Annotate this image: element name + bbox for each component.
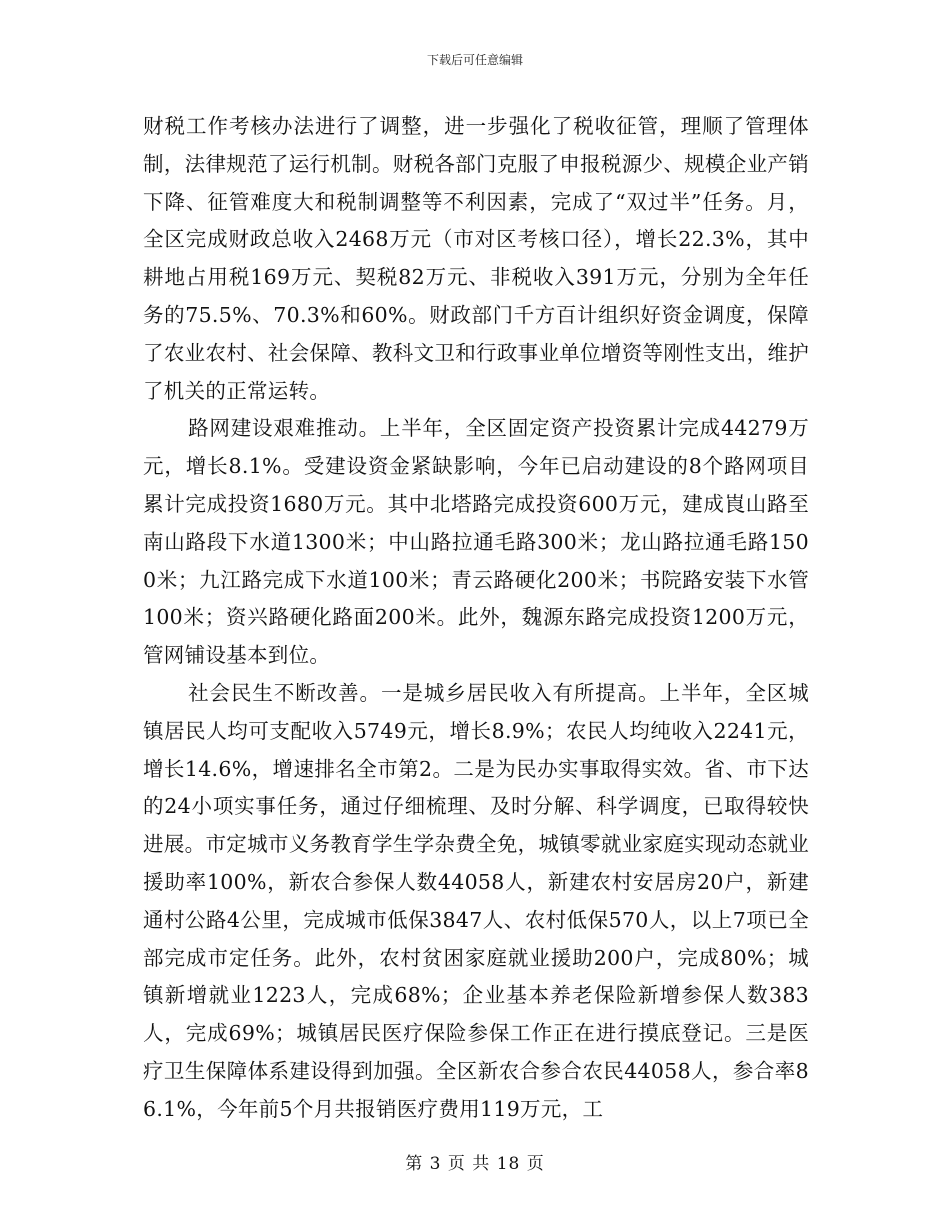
paragraph-road-network: 路网建设艰难推动。上半年，全区固定资产投资累计完成44279万元，增长8.1%。受建设资金紧缺影响，今年已启动建设的8个路网项目累计完成投资1680万元。其中北塔路完成投资600万元，建成崀山路至南山路段下水道1300米；中山路拉通毛路300米；龙山路拉通毛路1500米；九江路完成下水道100米；青云路硬化200米；书院路安装下水管100米；资兴路硬化路面200米。此外，魏源东路完成投资1200万元，管网铺设基本到位。 xyxy=(143,416,809,668)
page-number-footer: 第 3 页 共 18 页 xyxy=(405,1154,545,1174)
paragraph-fiscal: 财税工作考核办法进行了调整，进一步强化了税收征管，理顺了管理体制，法律规范了运行机制。财税各部门克服了申报税源少、规模企业产销下降、征管难度大和税制调整等不利因素，完成了“双过半”任务。月，全区完成财政总收入2468万元（市对区考核口径），增长22.3%，其中耕地占用税169万元、契税82万元、非税收入391万元，分别为全年任务的75.5%、70.3%和60%。财政部门千方百计组织好资金调度，保障了农业农村、社会保障、教科文卫和行政事业单位增资等刚性支出，维护了机关的正常运转。 xyxy=(143,114,809,403)
page-header: 下载后可任意编辑 xyxy=(426,53,523,67)
paragraph-social-livelihood: 社会民生不断改善。一是城乡居民收入有所提高。上半年，全区城镇居民人均可支配收入5749元，增长8.9%；农民人均纯收入2241元，增长14.6%，增速排名全市第2。二是为民办实事取得实效。省、市下达的24小项实事任务，通过仔细梳理、及时分解、科学调度，已取得较快进展。市定城市义务教育学生学杂费全免，城镇零就业家庭实现动态就业援助率100%，新农合参保人数44058人，新建农村安居房20户，新建通村公路4公里，完成城市低保3847人、农村低保570人，以上7项已全部完成市定任务。此外，农村贫困家庭就业援助200户，完成80%；城镇新增就业1223人，完成68%；企业基本养老保险新增参保人数383人，完成69%；城镇居民医疗保险参保工作正在进行摸底登记。三是医疗卫生保障体系建设得到加强。全区新农合参合农民44058人，参合率86.1%，今年前5个月共报销医疗费用119万元，工 xyxy=(143,680,809,1121)
document-body xyxy=(143,108,809,1129)
